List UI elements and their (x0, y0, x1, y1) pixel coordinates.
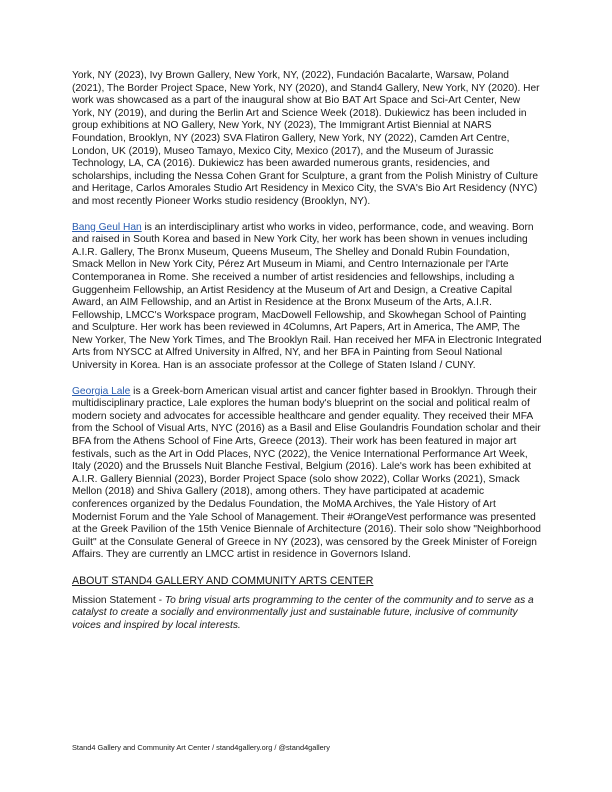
bio-text: is a Greek-born American visual artist and cancer fighter based in Brooklyn. Through their multidisciplinary practice, Lale explores the human body's blueprint on the social and political realm of modern society and advocates for accessible healthcare and gender equality. They received their MFA from the School of Visual Arts, NYC (2016) as a Basil and Elise Goulandris Foundation scholar and their BFA from the Athens School of Fine Arts, Greece (2013). Their work has been featured in major art festivals, such as the Art in Odd Places, NYC (2022), the Venice International Performance Art Week, Italy (2020) and the Brussels Nuit Blanche Festival, Belgium (2016). Lale's work has been exhibited at A.I.R. Gallery Biennial (2023), Border Project Space (solo show 2022), Collar Works (2021), Smack Mellon (2018) and Shiva Gallery (2018), among others. They have participated at academic conferences organized by the Dedalus Foundation, the MoMA Archives, the Yale History of Art Modernist Forum and the Yale School of Management. Their #OrangeVest performance was presented at the Greek Pavilion of the 15th Venice Biennale of Architecture (2016). Their solo show "Neighborhood Guilt" at the Consulate General of Greece in NY (2023), was censored by the Greek Minister of Foreign Affairs. They are currently an LMCC artist in residence in Governors Island. (72, 385, 541, 561)
bio-text: is an interdisciplinary artist who works in video, performance, code, and weaving. Born and raised in South Korea and based in New York City, her work has been shown in venues including A.I.R. Gallery, The Bronx Museum, Queens Museum, The Shelley and Donald Rubin Foundation, Smack Mellon in New York City, Pérez Art Museum in Miami, and Centro Internazionale per l'Arte Contemporanea in Rome. She received a number of artist residencies and fellowships, including a Guggenheim Fellowship, an Artist Residency at the Museum of Art and Design, a Creative Capital Award, an AIM Fellowship, and an Artist in Residence at the Bronx Museum of the Arts, A.I.R. Fellowship, LMCC's Workspace program, MacDowell Fellowship, and Skowhegan School of Painting and Sculpture. Her work has been reviewed in 4Columns, Art Papers, Art in America, The AMP, The New Yorker, The New York Times, and The Brooklyn Rail. Han received her MFA in Electronic Integrated Arts from NYSCC at Alfred University in Alfred, NY, and her BFA in Painting from Seoul National University in Korea. Han is an associate professor at the College of Staten Island / CUNY. (72, 221, 542, 372)
intro-paragraph: York, NY (2023), Ivy Brown Gallery, New York, NY, (2022), Fundación Bacalarte, Warsaw, Poland (2021), The Border Project Space, New York, NY (2020), and Stand4 Gallery, New York, NY (2020). Her work was showcased as a part of the inaugural show at Bio BAT Art Space and Sci-Art Center, New York, NY (2019), and during the Berlin Art and Science Week (2018). Dukiewicz has been included in group exhibitions at NO Gallery, New York, NY (2023), The Immigrant Artist Biennial at NARS Foundation, Brooklyn, NY (2023) SVA Flatiron Gallery, New York, NY (2022), Camden Art Centre, London, UK (2019), Museo Tamayo, Mexico City, Mexico (2017), and the Museum of Jurassic Technology, LA, CA (2016). Dukiewicz has been awarded numerous grants, residencies, and scholarships, including the Nessa Cohen Grant for Sculpture, a grant from the Polish Ministry of Culture and Heritage, Carlos Amorales Studio Art Residency in Mexico City, the SVA's Bio Art Residency (NYC) and most recently Pioneer Works studio residency (Brooklyn, NY). (72, 70, 540, 207)
mission-separator: - (155, 594, 165, 606)
document-body (72, 70, 542, 632)
mission-statement (72, 595, 542, 633)
artist-link-georgia-lale[interactable]: Georgia Lale (72, 385, 131, 397)
about-heading: ABOUT STAND4 GALLERY AND COMMUNITY ARTS CENTER (72, 574, 374, 587)
artist-link-bang-geul-han[interactable]: Bang Geul Han (72, 221, 142, 233)
page-footer: Stand4 Gallery and Community Art Center / stand4gallery.org / @stand4gallery (72, 743, 330, 752)
mission-text: To bring visual arts programming to the center of the community and to serve as a catalyst to create a socially and environmentally just and sustainable future, inclusive of community voices and inspired by local interests. (72, 594, 534, 631)
mission-label: Mission Statement (72, 594, 156, 606)
bio-georgia-lale (72, 386, 542, 562)
bio-bang-geul-han (72, 222, 542, 373)
